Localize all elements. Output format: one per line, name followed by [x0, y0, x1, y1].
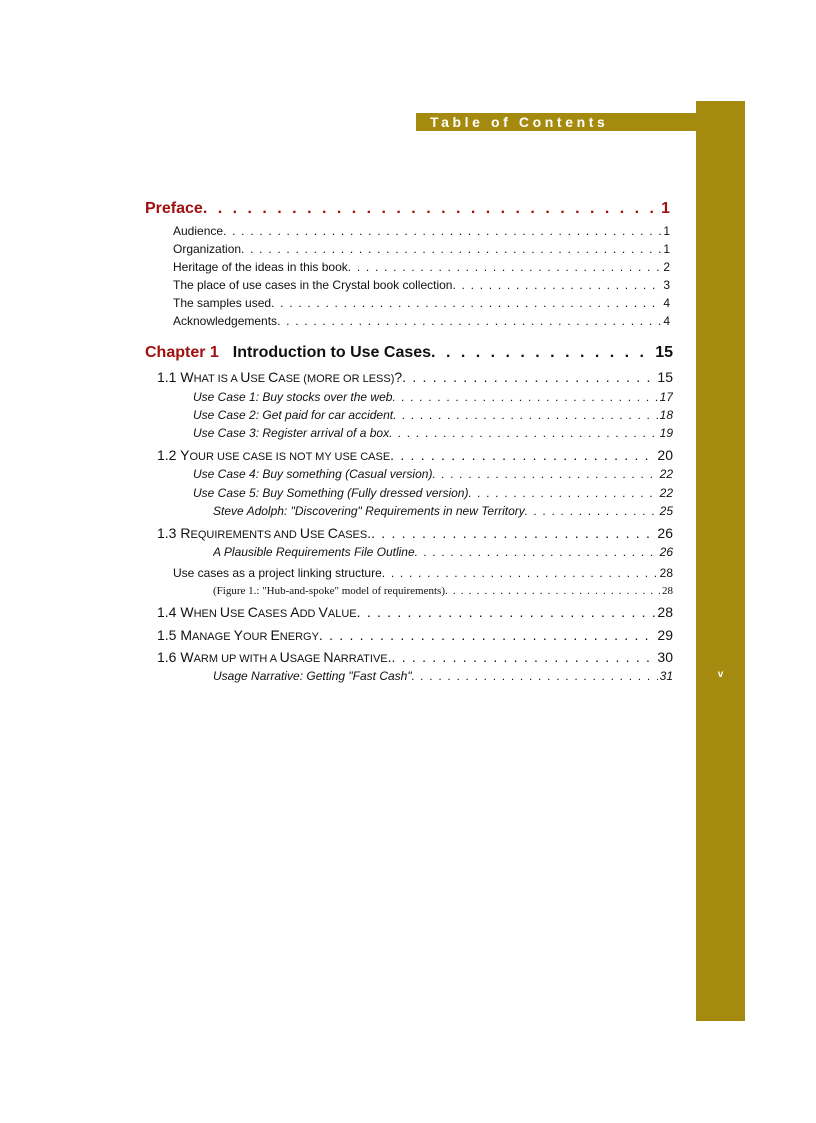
toc-entry-requirements-file-outline[interactable]: A Plausible Requirements File Outline . . . 26: [213, 545, 673, 559]
toc-entry-section-1-2[interactable]: 1.2 YOUR USE CASE IS NOT MY USE CASE . . . 20: [157, 447, 673, 463]
toc-entry-use-case-5[interactable]: Use Case 5: Buy Something (Fully dressed version) . . . 22: [193, 486, 673, 500]
toc-entry-place-of-use-cases[interactable]: The place of use cases in the Crystal book collection . . . 3: [173, 278, 670, 292]
toc-entry-section-1-1[interactable]: 1.1 WHAT IS A USE CASE (MORE OR LESS)? . . . 15: [157, 369, 673, 385]
toc-entry-preface[interactable]: Preface . . . 1: [145, 200, 670, 218]
toc-entry-section-1-4[interactable]: 1.4 WHEN USE CASES ADD VALUE . . . 28: [157, 604, 673, 620]
toc-entry-heritage[interactable]: Heritage of the ideas in this book . . . 2: [173, 260, 670, 274]
toc-title: Table of Contents: [430, 114, 609, 130]
toc-entry-use-case-3[interactable]: Use Case 3: Register arrival of a box . . . 19: [193, 426, 673, 440]
toc-entry-audience[interactable]: Audience . . . 1: [173, 224, 670, 238]
toc-entry-steve-adolph[interactable]: Steve Adolph: "Discovering" Requirements in new Territory . . . 25: [213, 504, 673, 518]
toc-entry-organization[interactable]: Organization . . . 1: [173, 242, 670, 256]
toc-entry-usage-narrative[interactable]: Usage Narrative: Getting "Fast Cash" . . . 31: [213, 669, 673, 683]
page-number: v: [717, 669, 724, 680]
toc-entry-use-case-2[interactable]: Use Case 2: Get paid for car accident . . . 18: [193, 408, 673, 422]
toc-entry-section-1-5[interactable]: 1.5 MANAGE YOUR ENERGY . . . 29: [157, 627, 673, 643]
toc-entry-section-1-6[interactable]: 1.6 WARM UP WITH A USAGE NARRATIVE. . . . 30: [157, 649, 673, 665]
toc-entry-chapter-1[interactable]: Chapter 1 Introduction to Use Cases . . . 15: [145, 344, 673, 362]
toc-entry-acknowledgements[interactable]: Acknowledgements . . . 4: [173, 314, 670, 328]
toc-entry-linking-structure[interactable]: Use cases as a project linking structure . . . 28: [173, 566, 673, 580]
toc-entry-section-1-3[interactable]: 1.3 REQUIREMENTS AND USE CASES. . . . 26: [157, 525, 673, 541]
toc-entry-figure-1[interactable]: (Figure 1.: "Hub-and-spoke" model of requirements) . . . 28: [213, 585, 673, 597]
toc-entry-use-case-1[interactable]: Use Case 1: Buy stocks over the web . . . 17: [193, 390, 673, 404]
toc-entry-samples-used[interactable]: The samples used . . . 4: [173, 296, 670, 310]
toc-entry-use-case-4[interactable]: Use Case 4: Buy something (Casual version) . . . 22: [193, 467, 673, 481]
